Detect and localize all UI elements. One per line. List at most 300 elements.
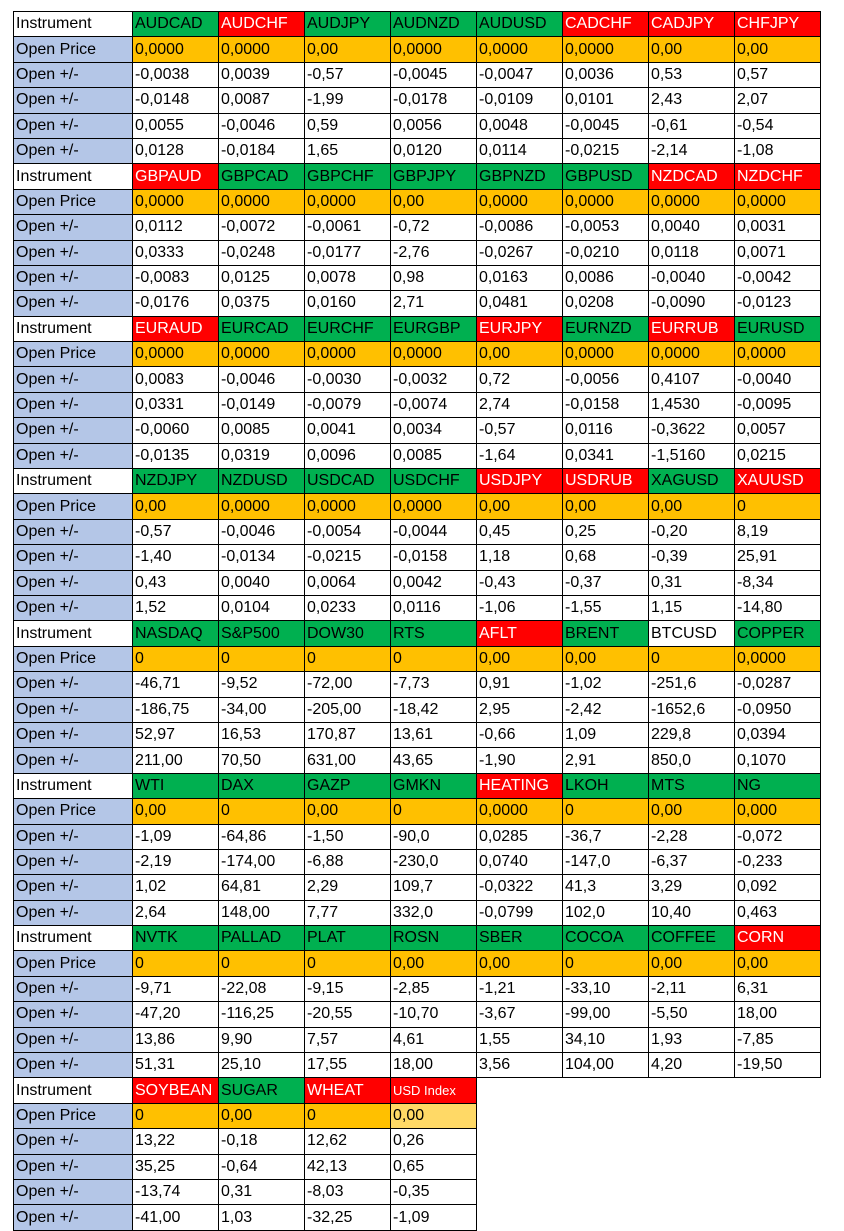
open-price-cell: 0 [219,646,305,671]
open-price-cell: 0,0000 [133,37,219,62]
open-diff-cell: 17,55 [305,1053,391,1078]
instrument-name-cell: PLAT [305,926,391,951]
instrument-name-cell: NZDCAD [649,164,735,189]
open-diff-cell: 1,03 [219,1205,305,1230]
open-diff-cell: -0,35 [391,1179,477,1204]
empty-cell [563,1078,649,1103]
open-diff-cell: -46,71 [133,672,219,697]
open-diff-cell: 2,07 [735,88,821,113]
open-diff-cell: -99,00 [563,1002,649,1027]
open-price-row [14,799,821,824]
open-diff-cell: 0,0034 [391,418,477,443]
open-diff-cell: 2,74 [477,392,563,417]
open-price-cell: 0,0000 [305,189,391,214]
instrument-name-cell: EURGBP [391,316,477,341]
open-diff-cell: 41,3 [563,875,649,900]
open-diff-cell: -1,08 [735,138,821,163]
open-price-cell: 0,0000 [219,342,305,367]
open-diff-cell: -72,00 [305,672,391,697]
open-diff-cell: -9,15 [305,976,391,1001]
open-diff-row [14,900,821,925]
open-diff-cell: -3,67 [477,1002,563,1027]
open-diff-cell: 18,00 [735,1002,821,1027]
open-diff-cell: -2,28 [649,824,735,849]
open-diff-row [14,722,821,747]
open-diff-cell: -41,00 [133,1205,219,1230]
open-diff-cell: -0,0322 [477,875,563,900]
open-diff-label: Open +/- [14,1154,133,1179]
open-price-cell: 0,00 [133,799,219,824]
open-diff-cell: -0,0045 [391,62,477,87]
open-price-label: Open Price [14,1103,133,1128]
empty-cell [477,1129,563,1154]
open-diff-cell: -0,0038 [133,62,219,87]
open-diff-cell: 0,0036 [563,62,649,87]
open-diff-cell: 0,0319 [219,443,305,468]
open-diff-cell: 0,43 [133,570,219,595]
open-diff-cell: -19,50 [735,1053,821,1078]
open-diff-cell: 13,61 [391,722,477,747]
open-diff-cell: 0,0078 [305,265,391,290]
open-diff-cell: 7,57 [305,1027,391,1052]
open-diff-cell: 18,00 [391,1053,477,1078]
open-diff-row [14,1053,821,1078]
open-diff-cell: -251,6 [649,672,735,697]
open-diff-cell: -0,0072 [219,215,305,240]
open-diff-cell: -90,0 [391,824,477,849]
empty-cell [477,1103,563,1128]
open-diff-cell: -0,39 [649,545,735,570]
instrument-label: Instrument [14,316,133,341]
instrument-name-cell: BRENT [563,621,649,646]
open-diff-label: Open +/- [14,1027,133,1052]
open-diff-label: Open +/- [14,697,133,722]
empty-cell [649,1205,735,1230]
open-diff-cell: 0,0120 [391,138,477,163]
open-diff-label: Open +/- [14,265,133,290]
open-price-cell: 0,0000 [477,189,563,214]
open-diff-label: Open +/- [14,113,133,138]
open-price-cell: 0,00 [305,37,391,62]
empty-cell [735,1078,821,1103]
empty-cell [649,1078,735,1103]
open-diff-label: Open +/- [14,1129,133,1154]
open-diff-cell: -0,0079 [305,392,391,417]
instrument-name-cell: SUGAR [219,1078,305,1103]
open-diff-cell: -0,0061 [305,215,391,240]
open-price-label: Open Price [14,951,133,976]
open-diff-cell: 0,0031 [735,215,821,240]
open-diff-cell: -0,0267 [477,240,563,265]
open-diff-cell: -0,0799 [477,900,563,925]
instrument-name-cell: NG [735,773,821,798]
open-diff-cell: -6,88 [305,849,391,874]
instrument-name-cell: AUDNZD [391,12,477,37]
open-diff-cell: -1,40 [133,545,219,570]
open-price-cell: 0,00 [305,799,391,824]
open-diff-cell: -0,0149 [219,392,305,417]
open-price-label: Open Price [14,494,133,519]
open-diff-cell: 0,0208 [563,291,649,316]
open-price-cell: 0,00 [649,494,735,519]
open-diff-row [14,595,821,620]
open-diff-cell: -1,90 [477,748,563,773]
instrument-name-cell: GBPJPY [391,164,477,189]
open-diff-label: Open +/- [14,88,133,113]
open-price-cell: 0,0000 [477,37,563,62]
open-diff-cell: -1,02 [563,672,649,697]
open-diff-cell: 0,0116 [563,418,649,443]
open-price-row [14,494,821,519]
open-diff-cell: 0,0085 [391,443,477,468]
open-diff-cell: 0,0112 [133,215,219,240]
open-price-cell: 0,0000 [563,342,649,367]
open-diff-label: Open +/- [14,824,133,849]
open-diff-cell: 8,19 [735,519,821,544]
open-diff-cell: -0,0040 [735,367,821,392]
open-diff-cell: -1,99 [305,88,391,113]
open-price-label: Open Price [14,646,133,671]
open-diff-row [14,265,821,290]
instrument-name-cell: USDCAD [305,469,391,494]
open-price-cell: 0,0000 [735,189,821,214]
open-diff-cell: -0,233 [735,849,821,874]
empty-cell [477,1078,563,1103]
open-diff-row [14,824,821,849]
empty-cell [735,1129,821,1154]
open-diff-cell: 43,65 [391,748,477,773]
open-diff-cell: 70,50 [219,748,305,773]
open-diff-cell: 0,31 [649,570,735,595]
open-diff-cell: -0,72 [391,215,477,240]
open-diff-cell: -0,0044 [391,519,477,544]
open-diff-cell: 332,0 [391,900,477,925]
empty-cell [649,1179,735,1204]
open-diff-label: Open +/- [14,1053,133,1078]
instrument-name-cell: NZDUSD [219,469,305,494]
instrument-header-row [14,773,821,798]
open-diff-cell: -0,64 [219,1154,305,1179]
instrument-name-cell: HEATING [477,773,563,798]
open-diff-cell: -0,0210 [563,240,649,265]
open-price-cell: 0 [219,799,305,824]
instrument-header-row [14,926,821,951]
open-diff-cell: 2,43 [649,88,735,113]
open-diff-label: Open +/- [14,545,133,570]
open-diff-row [14,1027,821,1052]
open-diff-label: Open +/- [14,672,133,697]
open-diff-cell: 1,18 [477,545,563,570]
open-price-cell: 0,0000 [219,189,305,214]
empty-cell [735,1179,821,1204]
open-diff-cell: -18,42 [391,697,477,722]
open-diff-cell: -0,0046 [219,367,305,392]
open-diff-cell: 0,0233 [305,595,391,620]
open-price-cell: 0,00 [563,494,649,519]
open-diff-cell: 0,0375 [219,291,305,316]
empty-cell [563,1179,649,1204]
open-price-cell: 0,00 [391,1103,477,1128]
open-diff-cell: -10,70 [391,1002,477,1027]
open-diff-label: Open +/- [14,849,133,874]
open-diff-row [14,443,821,468]
empty-cell [563,1154,649,1179]
open-price-cell: 0 [649,646,735,671]
open-diff-cell: 1,09 [563,722,649,747]
open-diff-cell: 6,31 [735,976,821,1001]
open-diff-cell: 7,77 [305,900,391,925]
open-diff-cell: 52,97 [133,722,219,747]
open-diff-row [14,570,821,595]
open-price-cell: 0,0000 [133,189,219,214]
open-diff-cell: 1,65 [305,138,391,163]
open-diff-cell: 51,31 [133,1053,219,1078]
open-diff-cell: -116,25 [219,1002,305,1027]
open-diff-cell: -0,0053 [563,215,649,240]
open-diff-row [14,545,821,570]
open-diff-cell: 35,25 [133,1154,219,1179]
open-price-cell: 0,00 [477,342,563,367]
open-diff-cell: 0,0056 [391,113,477,138]
open-diff-cell: 0,0163 [477,265,563,290]
open-price-label: Open Price [14,37,133,62]
open-diff-cell: -0,57 [305,62,391,87]
open-diff-cell: -0,0148 [133,88,219,113]
open-diff-cell: 0,57 [735,62,821,87]
open-diff-cell: -1,64 [477,443,563,468]
open-diff-cell: -0,20 [649,519,735,544]
open-diff-cell: 0,4107 [649,367,735,392]
open-diff-cell: -8,03 [305,1179,391,1204]
open-diff-cell: -2,14 [649,138,735,163]
open-diff-cell: -147,0 [563,849,649,874]
open-diff-cell: -1,55 [563,595,649,620]
open-diff-label: Open +/- [14,392,133,417]
open-price-cell: 0,00 [649,37,735,62]
instrument-name-cell: NZDCHF [735,164,821,189]
open-price-label: Open Price [14,342,133,367]
empty-cell [477,1179,563,1204]
open-diff-cell: 3,29 [649,875,735,900]
instrument-name-cell: CORN [735,926,821,951]
open-diff-cell: 0,0116 [391,595,477,620]
open-price-cell: 0,0000 [563,189,649,214]
open-price-cell: 0,00 [219,1103,305,1128]
instrument-name-cell: CADJPY [649,12,735,37]
instrument-name-cell: GAZP [305,773,391,798]
open-diff-cell: -0,0040 [649,265,735,290]
open-diff-cell: 0,26 [391,1129,477,1154]
open-price-cell: 0,0000 [219,37,305,62]
open-diff-cell: -9,52 [219,672,305,697]
quotes-table [13,11,821,1231]
instrument-label: Instrument [14,164,133,189]
instrument-name-cell: RTS [391,621,477,646]
instrument-name-cell: USDJPY [477,469,563,494]
instrument-name-cell: DOW30 [305,621,391,646]
open-diff-cell: -0,61 [649,113,735,138]
instrument-name-cell: AUDCAD [133,12,219,37]
open-price-cell: 0 [133,646,219,671]
open-diff-cell: -0,0030 [305,367,391,392]
open-price-cell: 0,00 [735,951,821,976]
open-diff-row [14,88,821,113]
open-diff-cell: 0,0083 [133,367,219,392]
empty-cell [649,1103,735,1128]
open-diff-cell: -1,21 [477,976,563,1001]
empty-cell [563,1129,649,1154]
instrument-name-cell: EURRUB [649,316,735,341]
open-price-cell: 0,00 [391,189,477,214]
open-diff-label: Open +/- [14,367,133,392]
open-diff-cell: -2,11 [649,976,735,1001]
open-diff-cell: 0,0285 [477,824,563,849]
open-diff-cell: -1,09 [133,824,219,849]
open-diff-cell: 1,55 [477,1027,563,1052]
open-diff-cell: -0,0086 [477,215,563,240]
open-price-cell: 0 [391,646,477,671]
open-diff-cell: 229,8 [649,722,735,747]
open-diff-cell: 13,22 [133,1129,219,1154]
open-price-row [14,342,821,367]
open-diff-cell: -0,0184 [219,138,305,163]
open-diff-row [14,875,821,900]
open-diff-cell: 0,0039 [219,62,305,87]
open-diff-cell: 1,4530 [649,392,735,417]
open-diff-cell: 0,1070 [735,748,821,773]
instrument-name-cell: NVTK [133,926,219,951]
empty-cell [477,1154,563,1179]
empty-cell [563,1205,649,1230]
open-diff-cell: -0,0176 [133,291,219,316]
instrument-name-cell: GMKN [391,773,477,798]
empty-cell [735,1205,821,1230]
open-diff-cell: 0,0042 [391,570,477,595]
instrument-header-row [14,469,821,494]
open-diff-cell: 211,00 [133,748,219,773]
open-diff-label: Open +/- [14,62,133,87]
instrument-header-row [14,316,821,341]
open-diff-cell: -0,0287 [735,672,821,697]
open-diff-row [14,697,821,722]
open-diff-cell: 104,00 [563,1053,649,1078]
instrument-header-row [14,12,821,37]
open-diff-row [14,138,821,163]
instrument-name-cell: GBPUSD [563,164,649,189]
open-diff-label: Open +/- [14,570,133,595]
open-diff-label: Open +/- [14,443,133,468]
open-diff-cell: 4,20 [649,1053,735,1078]
open-diff-cell: 0,0215 [735,443,821,468]
instrument-name-cell: SOYBEAN [133,1078,219,1103]
open-diff-cell: 0,0071 [735,240,821,265]
open-diff-cell: -0,43 [477,570,563,595]
open-diff-cell: 25,10 [219,1053,305,1078]
open-price-cell: 0,0000 [219,494,305,519]
open-diff-cell: 0,0118 [649,240,735,265]
open-price-row [14,37,821,62]
open-diff-cell: -22,08 [219,976,305,1001]
empty-cell [735,1154,821,1179]
open-diff-cell: -0,0046 [219,113,305,138]
instrument-name-cell: SBER [477,926,563,951]
instrument-name-cell: COCOA [563,926,649,951]
open-diff-cell: 0,45 [477,519,563,544]
open-price-cell: 0 [563,799,649,824]
instrument-name-cell: CHFJPY [735,12,821,37]
instrument-name-cell: AUDJPY [305,12,391,37]
instrument-name-cell: EURUSD [735,316,821,341]
open-diff-cell: 0,0040 [219,570,305,595]
open-diff-row [14,291,821,316]
open-diff-row [14,1154,821,1179]
open-diff-row [14,672,821,697]
open-price-row [14,646,821,671]
open-diff-cell: 0,0333 [133,240,219,265]
open-diff-cell: -0,0054 [305,519,391,544]
open-diff-cell: -32,25 [305,1205,391,1230]
open-price-cell: 0,00 [133,494,219,519]
open-price-cell: 0 [563,951,649,976]
open-diff-cell: 0,72 [477,367,563,392]
open-diff-cell: -47,20 [133,1002,219,1027]
open-diff-cell: 4,61 [391,1027,477,1052]
instrument-name-cell: DAX [219,773,305,798]
open-diff-row [14,392,821,417]
open-diff-row [14,1179,821,1204]
open-diff-cell: 3,56 [477,1053,563,1078]
open-diff-cell: -0,0248 [219,240,305,265]
open-diff-row [14,1002,821,1027]
open-diff-cell: -0,0134 [219,545,305,570]
open-diff-cell: -0,0047 [477,62,563,87]
instrument-name-cell: NASDAQ [133,621,219,646]
open-diff-label: Open +/- [14,875,133,900]
open-diff-cell: -186,75 [133,697,219,722]
open-diff-cell: 0,68 [563,545,649,570]
open-diff-cell: -0,0074 [391,392,477,417]
open-diff-cell: -36,7 [563,824,649,849]
instrument-name-cell: COFFEE [649,926,735,951]
open-diff-cell: 2,29 [305,875,391,900]
open-diff-cell: -0,54 [735,113,821,138]
open-price-cell: 0,0000 [649,342,735,367]
open-price-cell: 0,0000 [735,342,821,367]
instrument-header-row [14,164,821,189]
open-diff-cell: 0,0085 [219,418,305,443]
open-diff-cell: -1652,6 [649,697,735,722]
instrument-label: Instrument [14,469,133,494]
open-diff-row [14,240,821,265]
instrument-name-cell: USDRUB [563,469,649,494]
open-diff-cell: 0,53 [649,62,735,87]
open-price-cell: 0,00 [391,951,477,976]
open-diff-cell: -1,50 [305,824,391,849]
open-diff-cell: -230,0 [391,849,477,874]
empty-cell [563,1103,649,1128]
open-diff-label: Open +/- [14,722,133,747]
open-diff-cell: 9,90 [219,1027,305,1052]
open-diff-row [14,215,821,240]
instrument-name-cell: XAGUSD [649,469,735,494]
instrument-label: Instrument [14,773,133,798]
open-price-cell: 0,00 [477,646,563,671]
instrument-name-cell: MTS [649,773,735,798]
open-diff-cell: -1,5160 [649,443,735,468]
open-diff-cell: -0,0109 [477,88,563,113]
instrument-label: Instrument [14,12,133,37]
open-diff-cell: 0,0096 [305,443,391,468]
